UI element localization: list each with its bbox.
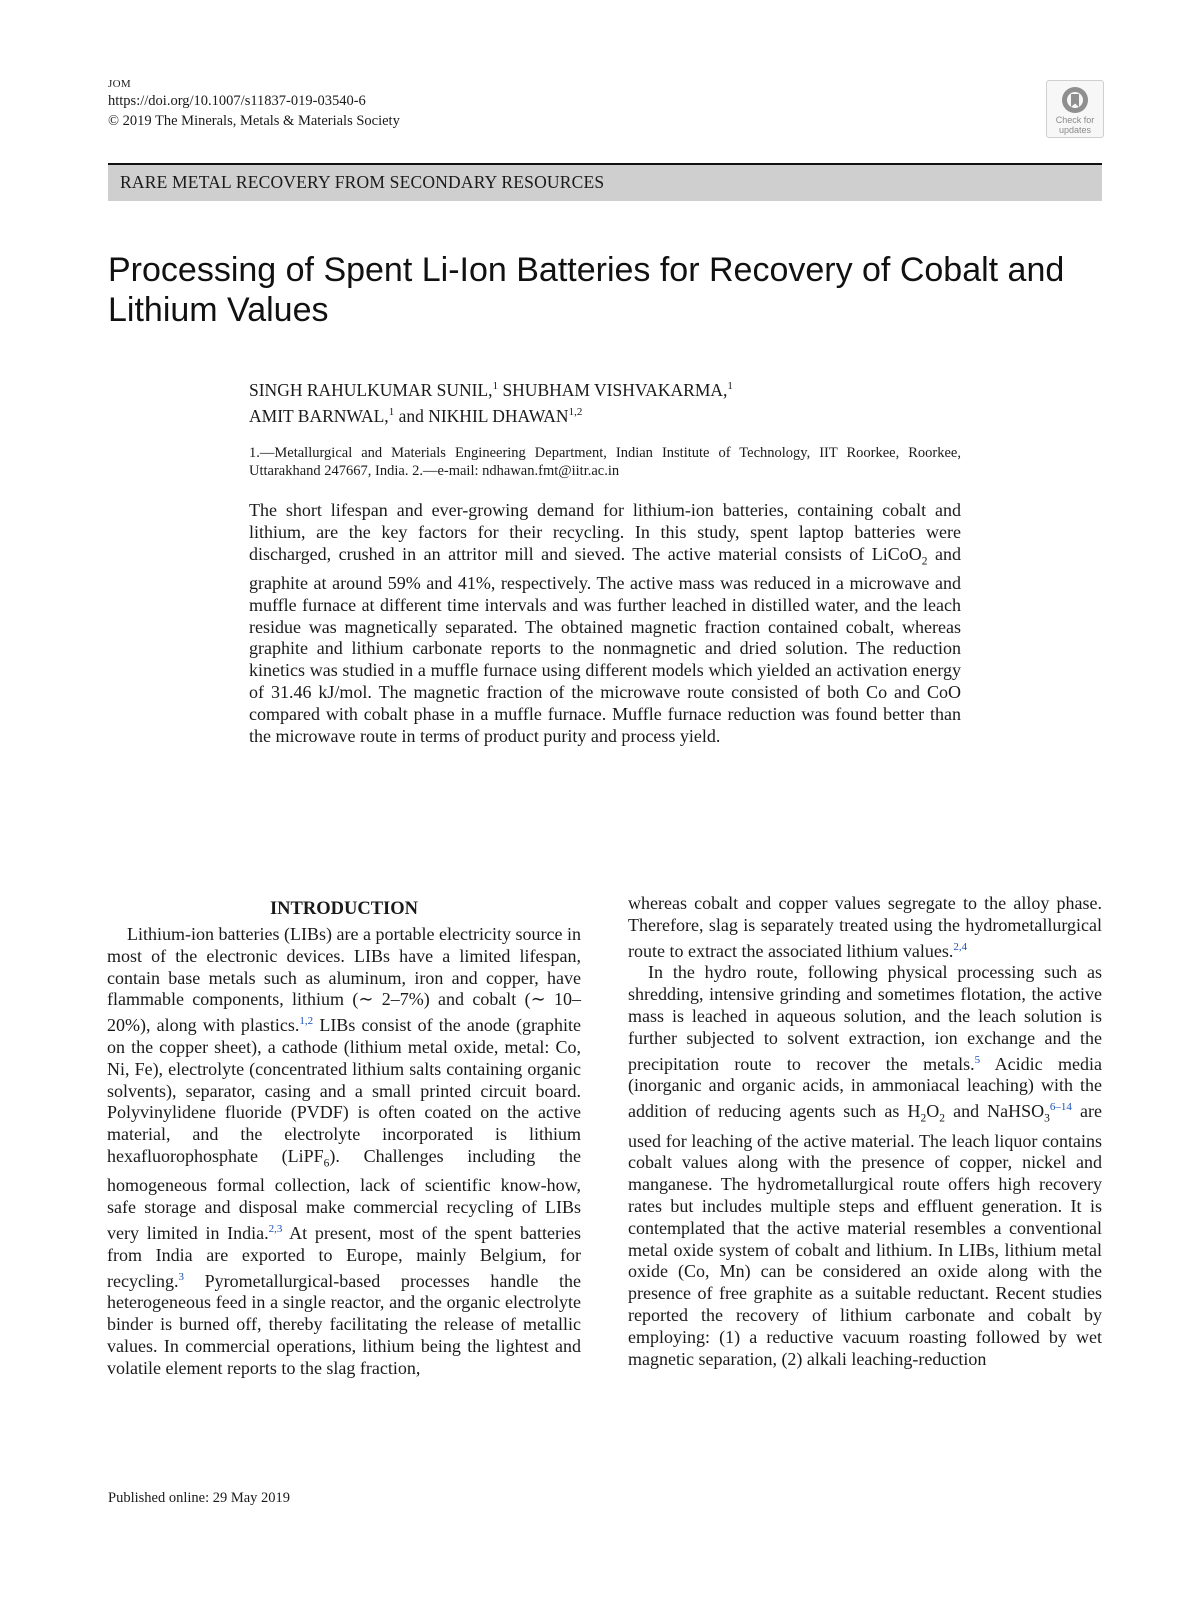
check-for-updates-badge[interactable] [1046, 80, 1104, 138]
body-text: Pyrometallurgical-based processes handle the heterogeneous feed in a single reactor, and the organic electrolyte binder is burned off, thereby facilitating the release of metallic values. In commercial operations, lithium being the lightest and volatile element reports to the slag fraction, [107, 1270, 581, 1378]
abstract-text: The short lifespan and ever-growing demand for lithium-ion batteries, containing cobalt and lithium, are the key factors for their recycling. In this study, spent laptop batteries were discharged, crushed in an attritor mill and sieved. The active material consists of LiCoO [249, 500, 961, 564]
subscript: 2 [920, 1112, 927, 1125]
author-affiliation-mark: 1 [492, 380, 499, 392]
abstract-text: and graphite at around 59% and 41%, respectively. The active mass was reduced in a microwave and muffle furnace at different time intervals and was further leached in distilled water, and the leach residue was magnetically separated. The obtained magnetic fraction contained cobalt, whereas graphite and lithium carbonate reports to the nonmagnetic and dried solution. The reduction kinetics was studied in a muffle furnace using different models which yielded an activation energy of 31.46 kJ/mol. The magnetic fraction of the microwave route consisted of both Co and CoO compared with cobalt phase in a muffle furnace. Muffle furnace reduction was found better than the microwave route in terms of product purity and process yield. [249, 543, 961, 746]
article-metadata [108, 77, 400, 131]
body-text: LIBs consist of the anode (graphite on the copper sheet), a cathode (lithium metal oxide, metal: Co, Ni, Fe), electrolyte (concentrated lithium salts containing organic solvents), separator, casing and a small printed circuit board. Polyvinylidene fluoride (PVDF) is often coated on the active material, and the electrolyte incorporated is lithium hexafluorophosphate (LiPF [107, 1015, 581, 1166]
citation-link[interactable]: 1,2 [299, 1015, 314, 1028]
citation-link[interactable]: 3 [178, 1270, 184, 1283]
citation-link[interactable]: 6–14 [1049, 1101, 1072, 1114]
author-name: and NIKHIL DHAWAN [394, 405, 569, 426]
body-text: At present, most of the spent batteries from India are exported to Europe, mainly Belgium, for recycling. [107, 1222, 581, 1291]
paragraph [628, 893, 1102, 962]
author-list [249, 375, 969, 427]
citation-link[interactable]: 2,3 [268, 1222, 283, 1235]
copyright-line: © 2019 The Minerals, Metals & Materials Society [108, 113, 400, 129]
body-text: are used for leaching of the active material. The leach liquor contains cobalt values along with the presence of copper, nickel and manganese. The hydrometallurgical route offers high recovery rates but includes multiple steps and effluent generation. It is contemplated that the active material resembles a conventional metal oxide system of cobalt and lithium. In LIBs, lithium metal oxide (Co, Mn) can be considered an oxide along with the presence of free graphite as a suitable reductant. Recent studies reported the recovery of lithium carbonate and cobalt by employing: (1) a reductive vacuum roasting followed by wet magnetic separation, (2) alkali leaching-reduction [628, 1101, 1102, 1369]
paper-title: Processing of Spent Li-Ion Batteries for Recovery of Cobalt and Lithium Values [108, 251, 1065, 329]
paragraph [628, 962, 1102, 1370]
body-text: O [926, 1101, 940, 1122]
right-column [628, 893, 1102, 1370]
body-text: In the hydro route, following physical processing such as shredding, intensive grinding and sometimes flotation, the active mass is leached in aqueous solution, and the leach solution is further subjected to solvent extraction, ion exchange and the precipitation route to recover the metals. [628, 962, 1102, 1074]
author-name: SHUBHAM VISHVAKARMA, [498, 379, 728, 400]
section-banner: RARE METAL RECOVERY FROM SECONDARY RESOURCES [108, 163, 1102, 201]
body-text: ). Challenges including the homogeneous formal collection, lack of scientific know-how, safe storage and disposal make commercial recycling of LIBs very limited in India. [107, 1145, 581, 1243]
subscript: 2 [921, 555, 928, 568]
body-text: Acidic media (inorganic and organic acids, in ammoniacal leaching) with the addition of reducing agents such as H [628, 1053, 1103, 1122]
badge-line-2: updates [1058, 125, 1092, 135]
abstract [249, 500, 961, 747]
author-affiliation-mark: 1 [388, 405, 395, 418]
crossmark-icon [1060, 85, 1090, 115]
doi-link[interactable]: https://doi.org/10.1007/s11837-019-03540-6 [108, 93, 366, 109]
section-heading-introduction: INTRODUCTION [269, 899, 419, 919]
body-text: and NaHSO [944, 1101, 1045, 1122]
affiliation: 1.—Metallurgical and Materials Engineering Department, Indian Institute of Technology, IIT Roorkee, Roorkee, Uttarakhand 247667, India. 2.—e-mail: ndhawan.fmt@iitr.ac.in [249, 445, 961, 479]
subscript: 2 [939, 1112, 945, 1125]
left-column [107, 893, 581, 1380]
subscript: 3 [1044, 1112, 1050, 1125]
citation-link[interactable]: 2,4 [953, 940, 968, 953]
journal-name: JOM [108, 78, 131, 90]
badge-line-1: Check for [1055, 115, 1095, 125]
body-text: Lithium-ion batteries (LIBs) are a portable electricity source in most of the electronic devices. LIBs have a limited lifespan, contain base metals such as aluminum, iron and copper, have flammable components, lithium (∼ 2–7%) and cobalt (∼ 10–20%), along with plastics. [107, 924, 581, 1036]
citation-link[interactable]: 5 [974, 1053, 981, 1066]
author-name: AMIT BARNWAL, [249, 405, 389, 426]
author-affiliation-mark: 1,2 [568, 405, 583, 418]
subscript: 6 [323, 1157, 330, 1170]
author-affiliation-mark: 1 [727, 380, 733, 392]
publication-date: Published online: 29 May 2019 [108, 1490, 291, 1506]
body-text: whereas cobalt and copper values segregate to the alloy phase. Therefore, slag is separately treated using the hydrometallurgical route to extract the associated lithium values. [628, 893, 1102, 961]
paragraph [107, 924, 581, 1380]
author-name: SINGH RAHULKUMAR SUNIL, [249, 379, 493, 400]
